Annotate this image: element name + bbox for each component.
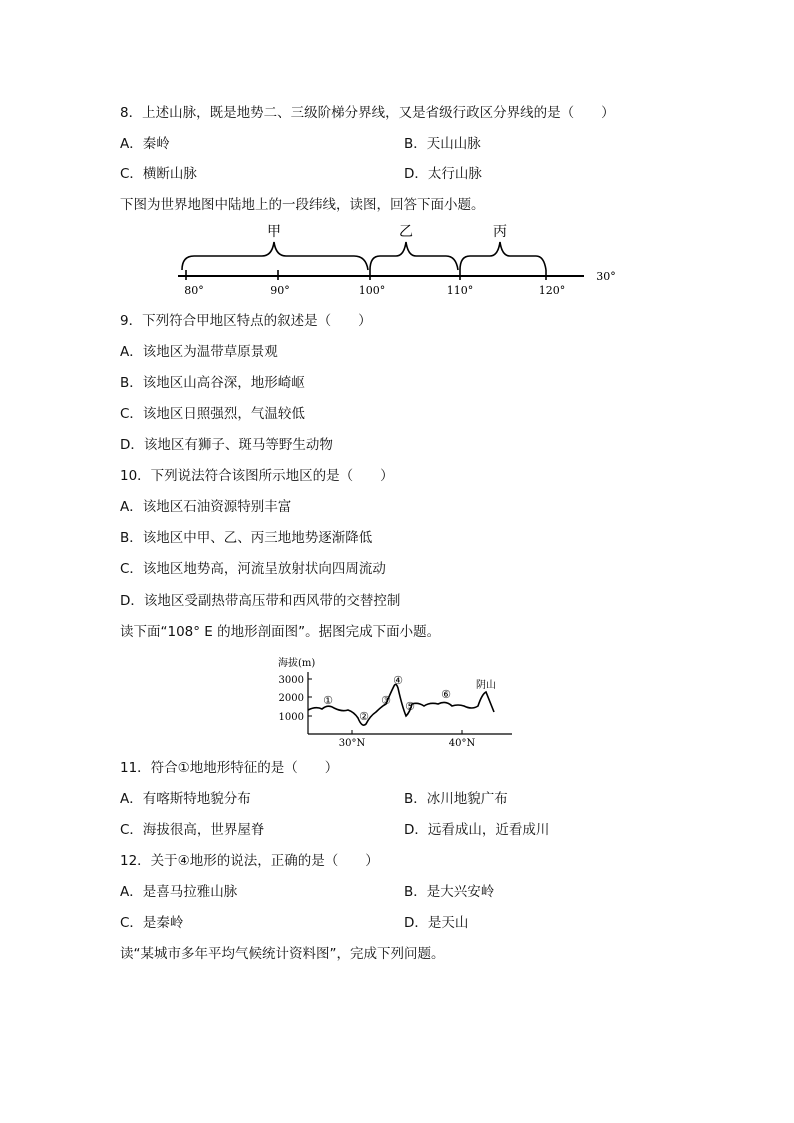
question-11-stem: 11．符合①地地形特征的是（ ） [120, 760, 339, 776]
terrain-profile-line [308, 684, 494, 725]
q12-option-a: A．是喜马拉雅山脉 [120, 884, 238, 900]
marker-2: ② [359, 710, 369, 723]
marker-4: ④ [393, 674, 403, 687]
q8-option-d: D．太行山脉 [404, 166, 482, 182]
tick-label-80: 80° [184, 284, 204, 297]
q10-option-c: C．该地区地势高，河流呈放射状向四周流动 [120, 561, 386, 577]
question-9-stem: 9．下列符合甲地区特点的叙述是（ ） [120, 313, 372, 329]
question-8-stem: 8．上述山脉，既是地势二、三级阶梯分界线，又是省级行政区分界线的是（ ） [120, 105, 615, 121]
region-label-yi: 乙 [399, 224, 413, 240]
q11-option-d: D．远看成山，近看成川 [404, 822, 550, 838]
q9-option-a: A．该地区为温带草原景观 [120, 344, 278, 360]
q12-option-b: B．是大兴安岭 [404, 884, 495, 900]
region-label-jia: 甲 [267, 224, 281, 240]
q11-option-b: B．冰川地貌广布 [404, 791, 508, 807]
q8-option-c: C．横断山脉 [120, 166, 197, 182]
question-10-stem: 10．下列说法符合该图所示地区的是（ ） [120, 468, 394, 484]
figure-3-intro: 读“某城市多年平均气候统计资料图”，完成下列问题。 [120, 946, 445, 962]
q11-option-a: A．有喀斯特地貌分布 [120, 791, 251, 807]
q10-option-b: B．该地区中甲、乙、丙三地地势逐渐降低 [120, 530, 373, 546]
ytick-2000: 2000 [278, 693, 304, 704]
terrain-profile-figure [272, 654, 522, 750]
q12-option-c: C．是秦岭 [120, 915, 184, 931]
latitude-label: 30° [596, 270, 616, 283]
ytick-1000: 1000 [278, 712, 304, 723]
q10-option-d: D．该地区受副热带高压带和西风带的交替控制 [120, 593, 401, 609]
q9-option-d: D．该地区有狮子、斑马等野生动物 [120, 437, 333, 453]
tick-label-120: 120° [538, 284, 566, 297]
q10-option-a: A．该地区石油资源特别丰富 [120, 499, 292, 515]
marker-5: ⑤ [405, 700, 415, 713]
profile-ylabel: 海拔(m) [278, 658, 316, 669]
xtick-40n: 40°N [448, 738, 476, 749]
mountain-label-yinshan: 阴山 [476, 680, 496, 691]
tick-label-100: 100° [358, 284, 386, 297]
marker-1: ① [323, 694, 333, 707]
q9-option-c: C．该地区日照强烈，气温较低 [120, 406, 305, 422]
brace-jia [182, 242, 368, 270]
xtick-30n: 30°N [338, 738, 366, 749]
marker-3: ③ [381, 694, 391, 707]
figure-1-intro: 下图为世界地图中陆地上的一段纬线，读图，回答下面小题。 [120, 197, 485, 213]
marker-6: ⑥ [441, 688, 451, 701]
region-label-bing: 丙 [493, 224, 507, 240]
question-12-stem: 12．关于④地形的说法，正确的是（ ） [120, 853, 379, 869]
figure-2-intro: 读下面“108° E 的地形剖面图”。据图完成下面小题。 [120, 624, 441, 640]
tick-label-110: 110° [446, 284, 474, 297]
q12-option-d: D．是天山 [404, 915, 469, 931]
tick-label-90: 90° [270, 284, 290, 297]
latitude-line-figure [170, 218, 630, 298]
brace-yi [370, 242, 458, 270]
q9-option-b: B．该地区山高谷深，地形崎岖 [120, 375, 305, 391]
q11-option-c: C．海拔很高，世界屋脊 [120, 822, 265, 838]
q8-option-a: A．秦岭 [120, 136, 170, 152]
brace-bing [460, 242, 546, 270]
ytick-3000: 3000 [278, 675, 304, 686]
q8-option-b: B．天山山脉 [404, 136, 481, 152]
